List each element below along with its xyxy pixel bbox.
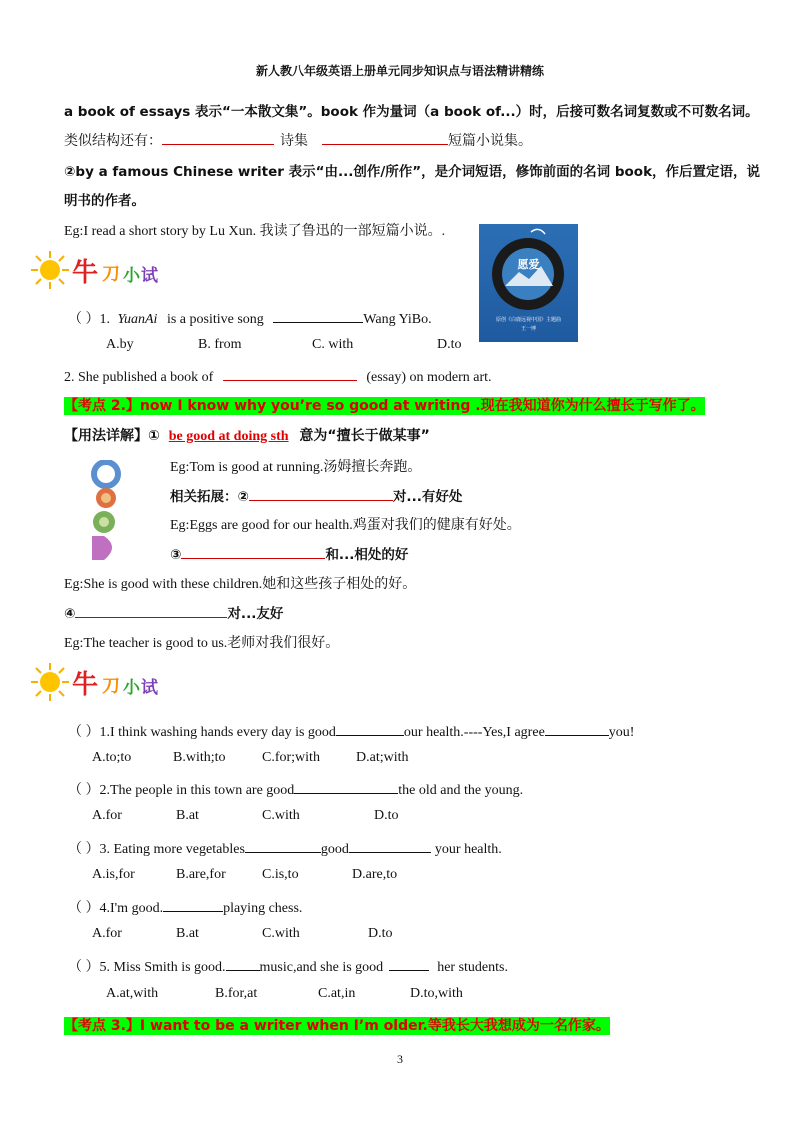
answer-blank[interactable]	[223, 366, 357, 381]
option-d[interactable]: D.at;with	[356, 750, 409, 765]
option-b[interactable]: B.at	[176, 926, 199, 941]
good-letters-image	[84, 460, 128, 564]
usage-heading	[64, 425, 430, 445]
option-c[interactable]: C.with	[262, 808, 300, 823]
option-d[interactable]: D.to,with	[410, 986, 463, 1001]
option-d[interactable]: D.to	[374, 808, 399, 823]
question-text-end: you!	[608, 725, 635, 740]
option-a[interactable]: A.to;to	[92, 750, 132, 765]
key-point-2	[64, 395, 705, 415]
title-char-dao: 刀	[102, 676, 120, 697]
usage-example-3: Eg:She is good with these children.她和这些孩子相处的好。	[64, 577, 417, 592]
question-text-end: Wang YiBo.	[363, 312, 432, 327]
title-char-xiao: 小	[123, 678, 140, 698]
option-a[interactable]: A.for	[92, 926, 122, 941]
album-title: 愿爱	[517, 258, 540, 271]
key-point-3	[64, 1015, 610, 1035]
option-c[interactable]: C.with	[262, 926, 300, 941]
extension-meaning: 对...友好	[227, 606, 284, 622]
usage-meaning: 意为“擅长于做某事”	[299, 428, 430, 444]
option-a[interactable]: A.by	[106, 337, 134, 352]
intro-similar-label: 类似结构还有：	[64, 133, 162, 149]
title-char-shi: 试	[141, 266, 158, 286]
answer-blank[interactable]	[545, 721, 609, 736]
answer-blank[interactable]	[349, 838, 431, 853]
quiz2-question-5	[68, 956, 508, 976]
option-a[interactable]: A.is,for	[92, 867, 135, 882]
answer-blank[interactable]	[336, 721, 404, 736]
usage-extension-3	[170, 543, 408, 563]
key-point-2-text: 【考点 2.】now I know why you’re so good at writing .现在我知道你为什么擅长于写作了。	[64, 398, 705, 414]
page-number: 3	[397, 1052, 403, 1066]
question-text: （ ）5. Miss Smith is good.	[68, 960, 226, 975]
usage-phrase: be good at doing sth	[168, 429, 289, 444]
quiz2-question-3	[68, 838, 502, 858]
option-a[interactable]: A.for	[92, 808, 122, 823]
key-point-3-text: 【考点 3.】I want to be a writer when I’m older.等我长大我想成为一名作家。	[64, 1018, 610, 1034]
title-char-shi: 试	[141, 678, 158, 698]
option-b[interactable]: B.with;to	[173, 750, 226, 765]
option-d[interactable]: D.to	[368, 926, 393, 941]
usage-label: 【用法详解】①	[64, 428, 160, 444]
answer-blank[interactable]	[245, 838, 321, 853]
poetry-blank[interactable]	[162, 130, 274, 145]
question-text: （ ）1.I think washing hands every day is good	[68, 725, 336, 740]
answer-blank[interactable]	[389, 956, 429, 971]
question-text: is a positive song	[166, 312, 264, 327]
answer-blank[interactable]	[249, 486, 393, 501]
usage-example-1: Eg:Tom is good at running.汤姆擅长奔跑。	[170, 460, 422, 475]
question-text: 2. She published a book of	[64, 370, 214, 385]
option-b[interactable]: B. from	[198, 337, 242, 352]
answer-blank[interactable]	[294, 779, 398, 794]
option-b[interactable]: B.for,at	[215, 986, 258, 1001]
answer-paren[interactable]: （ ）1.	[68, 312, 110, 327]
album-caption: 原创《白鹿远视中国》主题曲	[495, 317, 561, 323]
title-char-niu: 牛	[72, 670, 99, 700]
sun-icon	[30, 662, 70, 702]
extension-label: ③	[170, 547, 182, 563]
answer-blank[interactable]	[163, 897, 223, 912]
question-text-end: playing chess.	[223, 901, 303, 916]
usage-example-4: Eg:The teacher is good to us.老师对我们很好。	[64, 636, 340, 651]
option-c[interactable]: C.at,in	[318, 986, 356, 1001]
album-artist: 王一博	[520, 326, 536, 332]
question-text-end: the old and the young.	[398, 783, 524, 798]
album-cover-image	[479, 224, 578, 342]
option-a[interactable]: A.at,with	[106, 986, 159, 1001]
usage-example-2: Eg:Eggs are good for our health.鸡蛋对我们的健康有好处。	[170, 518, 521, 533]
quiz2-question-4	[68, 897, 302, 917]
intro-line-2	[64, 130, 532, 150]
intro-example: Eg:I read a short story by Lu Xun. 我读了鲁迅的一部短篇小说。.	[64, 224, 446, 239]
option-c[interactable]: C.is,to	[262, 867, 299, 882]
quiz1-question-2	[64, 366, 492, 386]
sun-icon	[30, 250, 70, 290]
question-text: （ ）3. Eating more vegetables	[68, 842, 245, 857]
song-title: YuanAi	[117, 312, 158, 327]
quiz2-question-2	[68, 779, 523, 799]
question-text-mid: our health.----Yes,I agree	[403, 725, 545, 740]
usage-extension-4	[64, 602, 283, 622]
question-text-mid: music,and she is good	[259, 960, 384, 975]
intro-line-3: ②by a famous Chinese writer 表示“由...创作/所作”，是介词短语，修饰前面的名词 book，作后置定语，说	[64, 164, 761, 180]
intro-line-1: a book of essays 表示“一本散文集”。book 作为量词（a book of...）时，后接可数名词复数或不可数名词。	[64, 104, 759, 120]
intro-line-4: 明书的作者。	[64, 193, 145, 209]
option-b[interactable]: B.at	[176, 808, 199, 823]
question-text-end: her students.	[437, 960, 508, 975]
answer-blank[interactable]	[273, 308, 363, 323]
quiz2-question-1	[68, 721, 634, 741]
question-text: （ ）4.I'm good.	[68, 901, 164, 916]
option-c[interactable]: C.for;with	[262, 750, 320, 765]
answer-blank[interactable]	[181, 544, 325, 559]
poetry-label: 诗集	[280, 133, 308, 149]
quiz1-question-1	[68, 308, 432, 328]
page-header: 新人教八年级英语上册单元同步知识点与语法精讲精练	[255, 64, 544, 78]
extension-label: ④	[64, 606, 76, 622]
extension-meaning: 和...相处的好	[325, 547, 409, 563]
answer-blank[interactable]	[226, 956, 260, 971]
extension-meaning: 对...有好处	[392, 489, 463, 505]
option-d[interactable]: D.to	[437, 337, 462, 352]
question-text-mid: good	[320, 842, 349, 857]
usage-extension-2	[170, 485, 462, 505]
option-b[interactable]: B.are,for	[176, 867, 226, 882]
option-c[interactable]: C. with	[312, 337, 354, 352]
question-text-end: (essay) on modern art.	[366, 370, 492, 385]
title-char-dao: 刀	[102, 264, 120, 285]
story-collection-label: 短篇小说集。	[448, 133, 532, 149]
question-text-end: your health.	[434, 842, 502, 857]
option-d[interactable]: D.are,to	[352, 867, 398, 882]
answer-blank[interactable]	[75, 603, 227, 618]
question-text: （ ）2.The people in this town are good	[68, 783, 295, 798]
title-char-niu: 牛	[72, 258, 99, 288]
story-collection-blank[interactable]	[322, 130, 448, 145]
title-char-xiao: 小	[123, 266, 140, 286]
extension-label: 相关拓展：②	[170, 489, 249, 505]
